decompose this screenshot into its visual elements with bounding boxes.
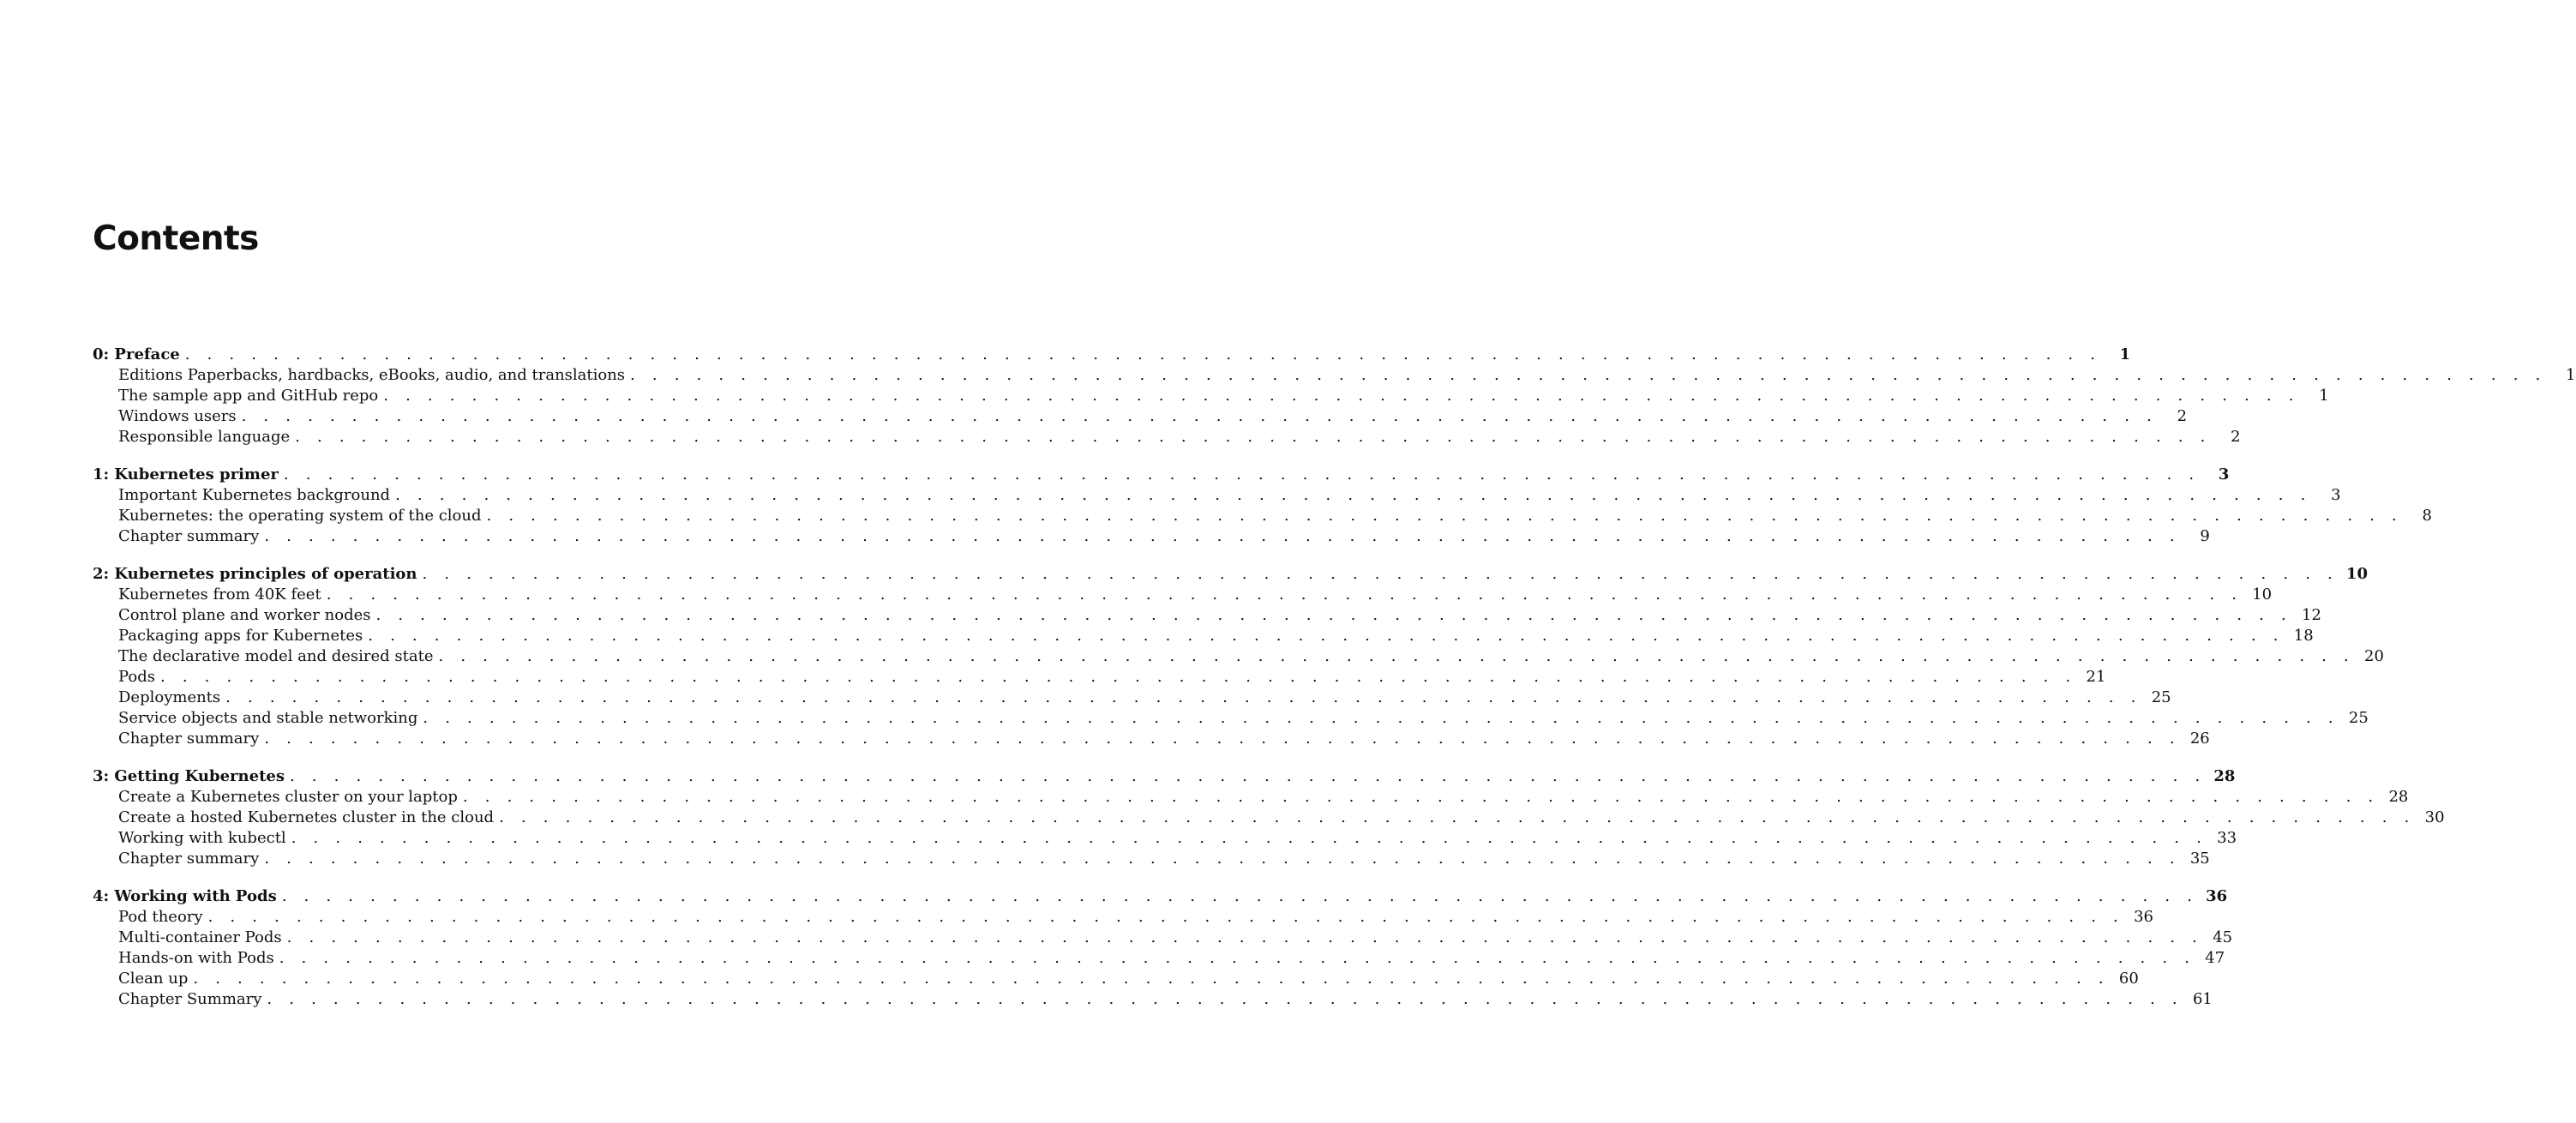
dot-leader: . . . . . . . . . . . . . . . . . . . . . . . . . . . . . . . . . . . . . . . . . . . . . . . . . . . . . . . . . . . . . . . . . . . . . . . . . . . . . . . . . . . . . . . <box>438 647 2355 665</box>
toc-section-entry-title: The declarative model and desired state <box>118 647 434 665</box>
toc-chapter-entry-page-number: 28 <box>2213 767 2236 785</box>
toc-section-entry-title: Important Kubernetes background <box>118 486 391 504</box>
toc-section-entry[interactable] <box>93 386 2329 406</box>
toc-section-entry-page-number: 30 <box>2424 808 2445 826</box>
toc-chapter-group <box>93 564 2384 749</box>
dot-leader: . . . . . . . . . . . . . . . . . . . . . . . . . . . . . . . . . . . . . . . . . . . . . . . . . . . . . . . . . . . . . . . . . . . . . . . . . . . . . . . . . . . . . . . <box>499 808 2416 826</box>
dot-leader: . . . . . . . . . . . . . . . . . . . . . . . . . . . . . . . . . . . . . . . . . . . . . . . . . . . . . . . . . . . . . . . . . . . . . . . . . . . . . . . . . . . . . . . <box>193 970 2110 988</box>
toc-section-entry-title: Control plane and worker nodes <box>118 606 371 624</box>
toc-chapter-entry[interactable] <box>93 886 2228 907</box>
toc-section-entry-page-number: 21 <box>2086 668 2106 686</box>
toc-chapter-entry-page-number: 36 <box>2206 887 2228 905</box>
toc-section-entry-page-number: 3 <box>2331 486 2341 504</box>
toc-section-entry[interactable] <box>93 526 2210 547</box>
toc-section-entry-title: Service objects and stable networking <box>118 709 418 727</box>
dot-leader: . . . . . . . . . . . . . . . . . . . . . . . . . . . . . . . . . . . . . . . . . . . . . . . . . . . . . . . . . . . . . . . . . . . . . . . . . . . . . . . . . . . . . . . <box>383 387 2300 405</box>
toc-section-entry-title: Kubernetes from 40K feet <box>118 586 321 604</box>
dot-leader: . . . . . . . . . . . . . . . . . . . . . . . . . . . . . . . . . . . . . . . . . . . . . . . . . . . . . . . . . . . . . . . . . . . . . . . . . . . . . . . . . . . . . . . <box>422 565 2339 583</box>
dot-leader: . . . . . . . . . . . . . . . . . . . . . . . . . . . . . . . . . . . . . . . . . . . . . . . . . . . . . . . . . . . . . . . . . . . . . . . . . . . . . . . . . . . . . . . <box>264 850 2181 868</box>
toc-section-entry[interactable] <box>93 948 2225 969</box>
dot-leader: . . . . . . . . . . . . . . . . . . . . . . . . . . . . . . . . . . . . . . . . . . . . . . . . . . . . . . . . . . . . . . . . . . . . . . . . . . . . . . . . . . . . . . . <box>462 788 2380 806</box>
toc-section-entry-title: Windows users <box>118 407 237 425</box>
toc-section-entry-title: Chapter summary <box>118 527 260 545</box>
toc-section-entry-page-number: 60 <box>2118 970 2139 988</box>
toc-section-entry[interactable] <box>93 485 2341 506</box>
toc-section-entry[interactable] <box>93 808 2445 828</box>
toc-section-entry-page-number: 18 <box>2293 627 2314 645</box>
toc-section-entry-page-number: 8 <box>2422 507 2432 525</box>
dot-leader: . . . . . . . . . . . . . . . . . . . . . . . . . . . . . . . . . . . . . . . . . . . . . . . . . . . . . . . . . . . . . . . . . . . . . . . . . . . . . . . . . . . . . . . <box>283 465 2201 483</box>
toc-section-entry-title: Kubernetes: the operating system of the cloud <box>118 507 482 525</box>
toc-chapter-group <box>93 886 2233 1010</box>
toc-section-entry[interactable] <box>93 708 2369 729</box>
toc-section-entry[interactable] <box>93 646 2384 667</box>
toc-chapter-entry[interactable] <box>93 465 2230 485</box>
toc-section-entry[interactable] <box>93 729 2210 749</box>
toc-section-entry-title: Multi-container Pods <box>118 928 282 946</box>
toc-chapter-group <box>93 465 2432 547</box>
toc-section-entry-title: Hands-on with Pods <box>118 949 274 967</box>
dot-leader: . . . . . . . . . . . . . . . . . . . . . . . . . . . . . . . . . . . . . . . . . . . . . . . . . . . . . . . . . . . . . . . . . . . . . . . . . . . . . . . . . . . . . . . <box>279 949 2196 967</box>
dot-leader: . . . . . . . . . . . . . . . . . . . . . . . . . . . . . . . . . . . . . . . . . . . . . . . . . . . . . . . . . . . . . . . . . . . . . . . . . . . . . . . . . . . . . . . <box>184 345 2102 363</box>
page-title: Contents <box>93 219 259 258</box>
dot-leader: . . . . . . . . . . . . . . . . . . . . . . . . . . . . . . . . . . . . . . . . . . . . . . . . . . . . . . . . . . . . . . . . . . . . . . . . . . . . . . . . . . . . . . . <box>241 407 2159 425</box>
dot-leader: . . . . . . . . . . . . . . . . . . . . . . . . . . . . . . . . . . . . . . . . . . . . . . . . . . . . . . . . . . . . . . . . . . . . . . . . . . . . . . . . . . . . . . . <box>264 730 2181 748</box>
toc-section-entry-page-number: 2 <box>2231 428 2241 446</box>
toc-section-entry-title: Create a hosted Kubernetes cluster in the cloud <box>118 808 495 826</box>
toc-section-entry-title: Chapter Summary <box>118 990 262 1008</box>
toc-section-entry-page-number: 9 <box>2200 527 2210 545</box>
dot-leader: . . . . . . . . . . . . . . . . . . . . . . . . . . . . . . . . . . . . . . . . . . . . . . . . . . . . . . . . . . . . . . . . . . . . . . . . . . . . . . . . . . . . . . . <box>326 586 2243 604</box>
toc-section-entry[interactable] <box>93 928 2233 948</box>
toc-section-entry-page-number: 36 <box>2134 908 2154 926</box>
toc-section-entry[interactable] <box>93 585 2273 605</box>
toc-section-entry-title: Clean up <box>118 970 189 988</box>
toc-chapter-entry-page-number: 1 <box>2119 345 2131 363</box>
toc-section-entry[interactable] <box>93 427 2241 447</box>
toc-chapter-entry-title: 1: Kubernetes primer <box>93 465 279 483</box>
toc-section-entry-page-number: 45 <box>2213 928 2233 946</box>
toc-section-entry[interactable] <box>93 406 2188 427</box>
toc-section-entry-title: Pods <box>118 668 155 686</box>
toc-section-entry[interactable] <box>93 688 2171 708</box>
toc-chapter-entry-page-number: 10 <box>2345 565 2368 583</box>
toc-section-entry-page-number: 25 <box>2151 688 2171 706</box>
toc-chapter-entry-title: 0: Preface <box>93 345 180 363</box>
toc-chapter-entry[interactable] <box>93 564 2368 585</box>
toc-section-entry-title: Pod theory <box>118 908 203 926</box>
toc-section-entry-page-number: 12 <box>2302 606 2321 624</box>
dot-leader: . . . . . . . . . . . . . . . . . . . . . . . . . . . . . . . . . . . . . . . . . . . . . . . . . . . . . . . . . . . . . . . . . . . . . . . . . . . . . . . . . . . . . . . <box>159 668 2077 686</box>
toc-section-entry-title: Responsible language <box>118 428 291 446</box>
toc-section-entry-title: Chapter summary <box>118 730 260 748</box>
toc-chapter-entry-title: 2: Kubernetes principles of operation <box>93 565 417 583</box>
toc-section-entry-page-number: 61 <box>2192 990 2213 1008</box>
toc-chapter-entry-page-number: 3 <box>2218 465 2230 483</box>
toc-section-entry[interactable] <box>93 365 2576 386</box>
dot-leader: . . . . . . . . . . . . . . . . . . . . . . . . . . . . . . . . . . . . . . . . . . . . . . . . . . . . . . . . . . . . . . . . . . . . . . . . . . . . . . . . . . . . . . . <box>225 688 2142 706</box>
toc-section-entry-title: The sample app and GitHub repo <box>118 387 379 405</box>
toc-section-entry-page-number: 2 <box>2177 407 2188 425</box>
toc-section-entry[interactable] <box>93 605 2321 626</box>
toc-chapter-entry-title: 4: Working with Pods <box>93 887 277 905</box>
toc-section-entry[interactable] <box>93 667 2106 688</box>
dot-leader: . . . . . . . . . . . . . . . . . . . . . . . . . . . . . . . . . . . . . . . . . . . . . . . . . . . . . . . . . . . . . . . . . . . . . . . . . . . . . . . . . . . . . . . <box>291 829 2208 847</box>
dot-leader: . . . . . . . . . . . . . . . . . . . . . . . . . . . . . . . . . . . . . . . . . . . . . . . . . . . . . . . . . . . . . . . . . . . . . . . . . . . . . . . . . . . . . . . <box>207 908 2125 926</box>
dot-leader: . . . . . . . . . . . . . . . . . . . . . . . . . . . . . . . . . . . . . . . . . . . . . . . . . . . . . . . . . . . . . . . . . . . . . . . . . . . . . . . . . . . . . . . <box>286 928 2204 946</box>
toc-section-entry[interactable] <box>93 907 2154 928</box>
toc-section-entry-title: Packaging apps for Kubernetes <box>118 627 363 645</box>
dot-leader: . . . . . . . . . . . . . . . . . . . . . . . . . . . . . . . . . . . . . . . . . . . . . . . . . . . . . . . . . . . . . . . . . . . . . . . . . . . . . . . . . . . . . . . <box>295 428 2212 446</box>
toc-section-entry-page-number: 26 <box>2189 730 2210 748</box>
toc-chapter-entry-title: 3: Getting Kubernetes <box>93 767 285 785</box>
toc-section-entry[interactable] <box>93 989 2213 1010</box>
toc-chapter-entry[interactable] <box>93 345 2131 365</box>
toc-section-entry-title: Working with kubectl <box>118 829 286 847</box>
toc-section-entry-page-number: 1 <box>2566 366 2576 384</box>
toc-section-entry-page-number: 25 <box>2348 709 2369 727</box>
toc-section-entry-page-number: 35 <box>2189 850 2210 868</box>
toc-section-entry-title: Deployments <box>118 688 221 706</box>
toc-section-entry[interactable] <box>93 626 2314 646</box>
toc-section-entry-page-number: 28 <box>2388 788 2409 806</box>
toc-section-entry-page-number: 20 <box>2364 647 2384 665</box>
toc-chapter-group <box>93 345 2576 447</box>
toc-section-entry[interactable] <box>93 828 2237 849</box>
dot-leader: . . . . . . . . . . . . . . . . . . . . . . . . . . . . . . . . . . . . . . . . . . . . . . . . . . . . . . . . . . . . . . . . . . . . . . . . . . . . . . . . . . . . . . . <box>267 990 2183 1008</box>
dot-leader: . . . . . . . . . . . . . . . . . . . . . . . . . . . . . . . . . . . . . . . . . . . . . . . . . . . . . . . . . . . . . . . . . . . . . . . . . . . . . . . . . . . . . . . <box>264 527 2181 545</box>
dot-leader: . . . . . . . . . . . . . . . . . . . . . . . . . . . . . . . . . . . . . . . . . . . . . . . . . . . . . . . . . . . . . . . . . . . . . . . . . . . . . . . . . . . . . . . <box>375 606 2292 624</box>
toc-section-entry[interactable] <box>93 849 2210 869</box>
toc-section-entry-title: Create a Kubernetes cluster on your laptop <box>118 788 458 806</box>
dot-leader: . . . . . . . . . . . . . . . . . . . . . . . . . . . . . . . . . . . . . . . . . . . . . . . . . . . . . . . . . . . . . . . . . . . . . . . . . . . . . . . . . . . . . . . <box>368 627 2285 645</box>
toc-chapter-group <box>93 766 2445 869</box>
toc-section-entry[interactable] <box>93 506 2432 526</box>
toc-section-entry-title: Chapter summary <box>118 850 260 868</box>
dot-leader: . . . . . . . . . . . . . . . . . . . . . . . . . . . . . . . . . . . . . . . . . . . . . . . . . . . . . . . . . . . . . . . . . . . . . . . . . . . . . . . . . . . . . . . <box>281 887 2199 905</box>
table-of-contents <box>93 345 2576 1027</box>
toc-section-entry-page-number: 47 <box>2205 949 2225 967</box>
dot-leader: . . . . . . . . . . . . . . . . . . . . . . . . . . . . . . . . . . . . . . . . . . . . . . . . . . . . . . . . . . . . . . . . . . . . . . . . . . . . . . . . . . . . . . . <box>486 507 2403 525</box>
dot-leader: . . . . . . . . . . . . . . . . . . . . . . . . . . . . . . . . . . . . . . . . . . . . . . . . . . . . . . . . . . . . . . . . . . . . . . . . . . . . . . . . . . . . . . . <box>630 366 2547 384</box>
toc-section-entry-page-number: 1 <box>2319 387 2329 405</box>
dot-leader: . . . . . . . . . . . . . . . . . . . . . . . . . . . . . . . . . . . . . . . . . . . . . . . . . . . . . . . . . . . . . . . . . . . . . . . . . . . . . . . . . . . . . . . <box>423 709 2339 727</box>
toc-section-entry-title: Editions Paperbacks, hardbacks, eBooks, audio, and translations <box>118 366 626 384</box>
dot-leader: . . . . . . . . . . . . . . . . . . . . . . . . . . . . . . . . . . . . . . . . . . . . . . . . . . . . . . . . . . . . . . . . . . . . . . . . . . . . . . . . . . . . . . . <box>395 486 2312 504</box>
toc-section-entry[interactable] <box>93 969 2139 989</box>
dot-leader: . . . . . . . . . . . . . . . . . . . . . . . . . . . . . . . . . . . . . . . . . . . . . . . . . . . . . . . . . . . . . . . . . . . . . . . . . . . . . . . . . . . . . . . <box>289 767 2207 785</box>
toc-section-entry-page-number: 33 <box>2217 829 2237 847</box>
toc-section-entry-page-number: 10 <box>2252 586 2273 604</box>
toc-section-entry[interactable] <box>93 787 2409 808</box>
toc-chapter-entry[interactable] <box>93 766 2236 787</box>
